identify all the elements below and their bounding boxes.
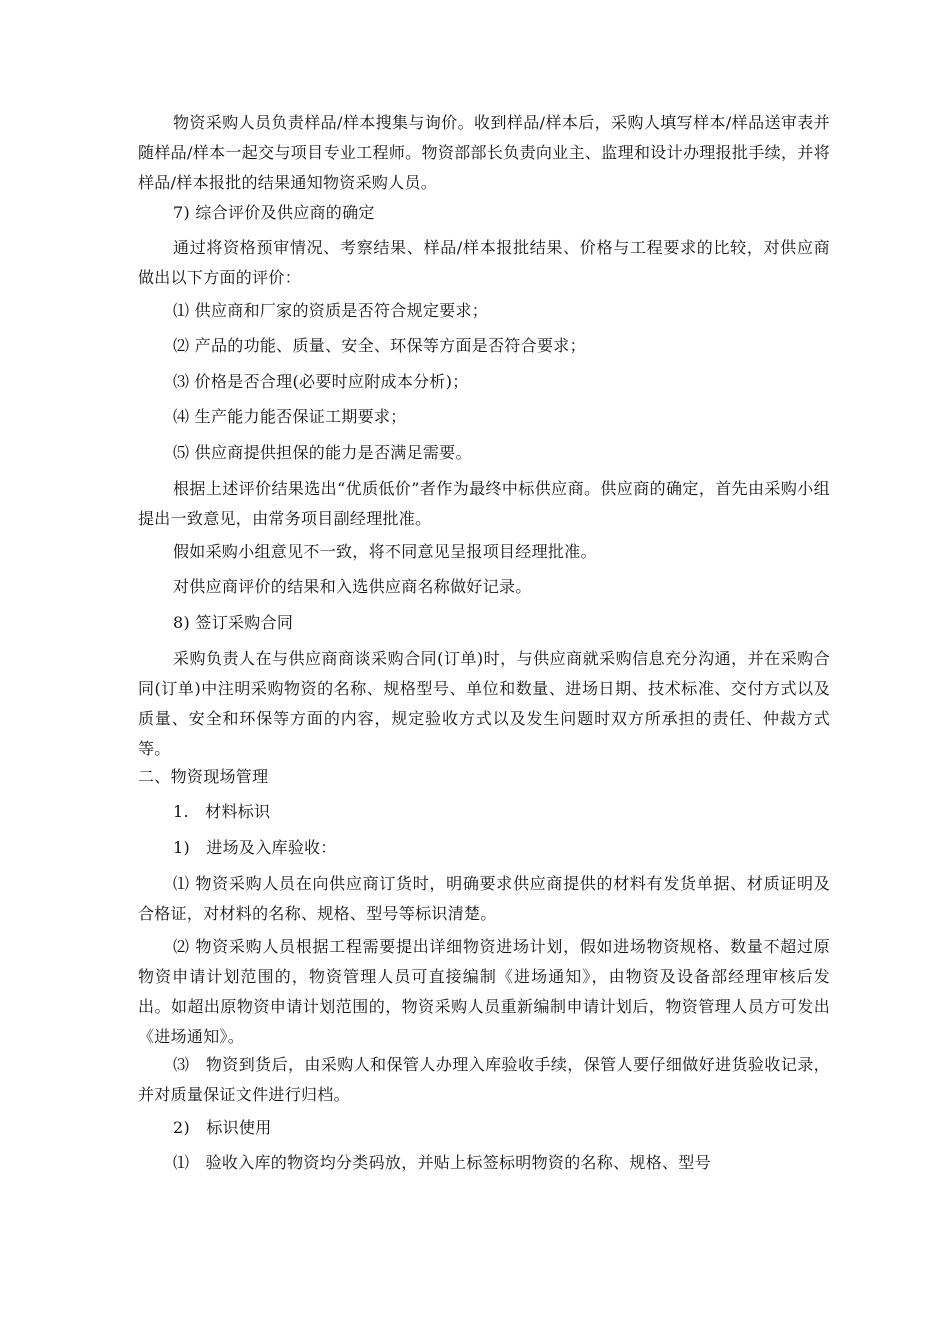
list-item-2: ⑵ 产品的功能、质量、安全、环保等方面是否符合要求；: [173, 336, 586, 355]
heading-identification-use: 2) 标识使用: [173, 1118, 272, 1137]
paragraph-evaluation-intro: 通过将资格预审情况、考察结果、样品/样本报批结果、价格与工程要求的比较，对供应商做出以下方面的评价：: [138, 238, 830, 287]
list-item-3: ⑶ 价格是否合理(必要时应附成本分析)；: [173, 372, 469, 391]
heading-material-identification: 1. 材料标识: [173, 802, 271, 821]
paragraph-entry-1: ⑴ 物资采购人员在向供应商订货时，明确要求供应商提供的材料有发货单据、材质证明及合格证，对材料的名称、规格、型号等标识清楚。: [138, 874, 830, 923]
heading-7-evaluation: 7) 综合评价及供应商的确定: [173, 203, 375, 222]
paragraph-contract: 采购负责人在与供应商商谈采购合同(订单)时，与供应商就采购信息充分沟通，并在采购合同(订单)中注明采购物资的名称、规格型号、单位和数量、进场日期、技术标准、交付方式以及质量、安全和环保等方面的内容，规定验收方式以及发生问题时双方所承担的责任、仲裁方式等。: [138, 649, 830, 758]
heading-entry-inspection: 1) 进场及入库验收：: [173, 838, 337, 857]
list-item-5: ⑸ 供应商提供担保的能力是否满足需要。: [173, 443, 472, 462]
paragraph-entry-3: ⑶ 物资到货后，由采购人和保管人办理入库验收手续，保管人要仔细做好进货验收记录，并对质量保证文件进行归档。: [138, 1055, 830, 1104]
paragraph-record: 对供应商评价的结果和入选供应商名称做好记录。: [173, 577, 532, 596]
heading-8-contract: 8) 签订采购合同: [173, 613, 294, 632]
paragraph-entry-2: ⑵ 物资采购人员根据工程需要提出详细物资进场计划，假如进场物资规格、数量不超过原物资申请计划范围的，物资管理人员可直接编制《进场通知》，由物资及设备部经理审核后发出。如超出原物资申请计划范围的，物资采购人员重新编制申请计划后，物资管理人员方可发出《进场通知》。: [138, 937, 830, 1046]
paragraph-sample-procurement: 物资采购人员负责样品/样本搜集与询价。收到样品/样本后，采购人填写样本/样品送审表并随样品/样本一起交与项目专业工程师。物资部部长负责向业主、监理和设计办理报批手续，并将样品/样本报批的结果通知物资采购人员。: [138, 113, 830, 192]
paragraph-selection-result: 根据上述评价结果选出“优质低价”者作为最终中标供应商。供应商的确定，首先由采购小组提出一致意见，由常务项目副经理批准。: [138, 479, 830, 528]
list-item-4: ⑷ 生产能力能否保证工期要求；: [173, 407, 407, 426]
paragraph-disagreement: 假如采购小组意见不一致，将不同意见呈报项目经理批准。: [173, 542, 597, 561]
heading-site-management: 二、物资现场管理: [138, 767, 269, 786]
list-item-1: ⑴ 供应商和厂家的资质是否符合规定要求；: [173, 301, 489, 320]
paragraph-identification-1: ⑴ 验收入库的物资均分类码放，并贴上标签标明物资的名称、规格、型号: [173, 1153, 711, 1172]
